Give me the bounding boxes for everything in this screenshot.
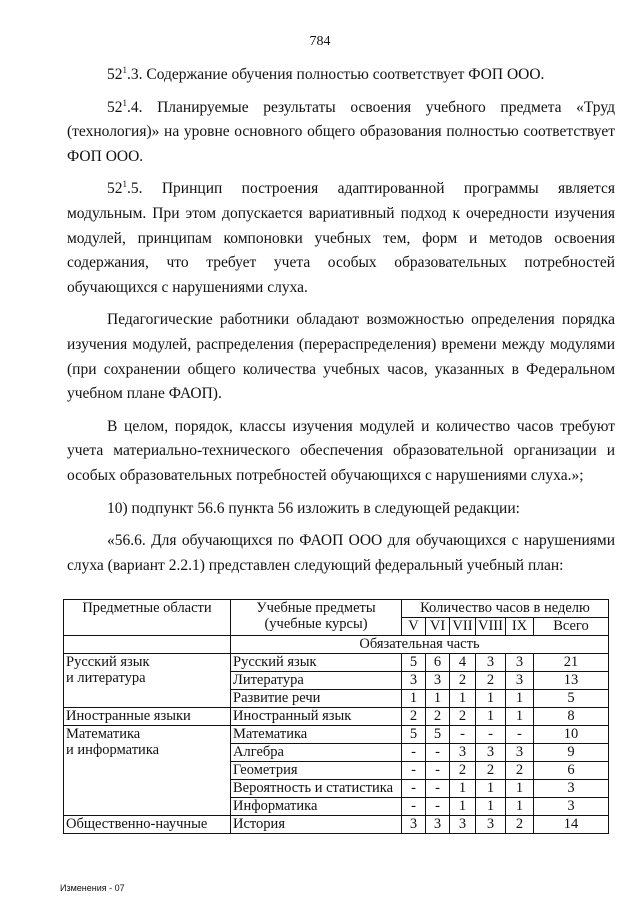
page-number: 784 — [309, 34, 331, 49]
header-total: Всего — [533, 618, 608, 636]
hours-cell: 5 — [402, 654, 426, 672]
subject-cell: Русский язык — [231, 654, 402, 672]
footer-note: Изменения - 07 — [60, 883, 125, 893]
hours-cell: 1 — [476, 708, 506, 726]
hours-cell: - — [426, 744, 450, 762]
hours-cell: 1 — [402, 690, 426, 708]
header-subject-areas: Предметные области — [64, 600, 231, 636]
hours-cell: 1 — [505, 780, 533, 798]
hours-cell: 3 — [476, 654, 506, 672]
hours-cell: 3 — [402, 672, 426, 690]
hours-cell: 3 — [426, 816, 450, 834]
paragraph-52-1-4: $52^1.4$. Планируемые результаты освоения учебного предмета «Труд (технология)» на уровне основного общего образования полностью соответствует ФОП ООО. — [67, 97, 615, 165]
hours-cell: 1 — [450, 690, 476, 708]
hours-cell: 3 — [505, 672, 533, 690]
paragraph-52-1-5: $52^1.5$. Принцип построения адаптированной программы является модульным. При этом допускается вариативный подход к очередности изучения модулей, принципам компоновки учебных тем, форм и методов освоения содержания, что требует учета особых образовательных потребностей обучающихся с нарушениями слуха. — [67, 179, 615, 296]
hours-cell: 3 — [476, 744, 506, 762]
header-grade-9: IX — [505, 618, 533, 636]
hours-cell: 2 — [505, 762, 533, 780]
hours-cell: 1 — [505, 690, 533, 708]
hours-cell: - — [505, 726, 533, 744]
paragraph-subitem-10: 10) подпункт 56.6 пункта 56 изложить в следующей редакции: — [107, 499, 520, 517]
hours-cell: 3 — [402, 816, 426, 834]
hours-cell: 5 — [426, 726, 450, 744]
hours-cell: 3 — [505, 654, 533, 672]
hours-cell: 1 — [476, 690, 506, 708]
subject-area-cell: Общественно-научные — [64, 816, 231, 834]
hours-cell: 1 — [505, 708, 533, 726]
subject-area-cell: Русский язык и литература — [64, 654, 231, 708]
subject-cell: Вероятность и статистика — [231, 780, 402, 798]
hours-cell: - — [450, 726, 476, 744]
hours-cell: 5 — [402, 726, 426, 744]
hours-cell: 2 — [450, 762, 476, 780]
hours-cell: 3 — [426, 672, 450, 690]
hours-cell: - — [426, 762, 450, 780]
hours-cell: - — [476, 726, 506, 744]
hours-cell: 2 — [426, 708, 450, 726]
hours-cell: 1 — [505, 798, 533, 816]
header-grade-5: V — [402, 618, 426, 636]
subject-area-cell: Математика и информатика — [64, 726, 231, 816]
hours-cell: 3 — [476, 816, 506, 834]
table-row — [64, 816, 609, 834]
subject-cell: История — [231, 816, 402, 834]
total-cell: 21 — [533, 654, 608, 672]
paragraph-teachers: Педагогические работники обладают возможностью определения порядка изучения модулей, распределения (перераспределения) времени между модулями (при сохранении общего количества учебных часов, указанных в Федеральном учебном плане ФАОП). — [67, 311, 615, 403]
curriculum-table — [63, 599, 609, 834]
section-mandatory: Обязательная часть — [231, 636, 609, 654]
body-text — [67, 63, 615, 586]
hours-cell: 3 — [450, 744, 476, 762]
hours-cell: - — [426, 798, 450, 816]
total-cell: 9 — [533, 744, 608, 762]
subject-cell: Литература — [231, 672, 402, 690]
hours-cell: 1 — [450, 780, 476, 798]
subject-cell: Алгебра — [231, 744, 402, 762]
subject-area-cell: Иностранные языки — [64, 708, 231, 726]
hours-cell: 4 — [450, 654, 476, 672]
total-cell: 3 — [533, 780, 608, 798]
total-cell: 8 — [533, 708, 608, 726]
hours-cell: 2 — [402, 708, 426, 726]
hours-cell: 6 — [426, 654, 450, 672]
total-cell: 3 — [533, 798, 608, 816]
hours-cell: 1 — [476, 780, 506, 798]
subject-cell: Иностранный язык — [231, 708, 402, 726]
hours-cell: 1 — [476, 798, 506, 816]
table-row — [64, 708, 609, 726]
paragraph-52-1-3: $52^1.3$. Содержание обучения полностью соответствует ФОП ООО. — [107, 64, 545, 83]
subject-cell: Математика — [231, 726, 402, 744]
hours-cell: 2 — [450, 708, 476, 726]
paragraph-56-6: «56.6. Для обучающихся по ФАОП ООО для обучающихся с нарушениями слуха (вариант 2.2.1) представлен следующий федеральный учебный план: — [67, 532, 615, 574]
hours-cell: - — [402, 744, 426, 762]
paragraph-general: В целом, порядок, классы изучения модулей и количество часов требуют учета материально-технического обеспечения образовательной организации и особых образовательных потребностей обучающихся с нарушениями слуха.»; — [67, 417, 615, 484]
hours-cell: 2 — [476, 762, 506, 780]
hours-cell: - — [402, 762, 426, 780]
hours-cell: 2 — [505, 816, 533, 834]
hours-cell: 1 — [450, 798, 476, 816]
total-cell: 10 — [533, 726, 608, 744]
total-cell: 13 — [533, 672, 608, 690]
hours-cell: 1 — [426, 690, 450, 708]
total-cell: 6 — [533, 762, 608, 780]
header-grade-8: VIII — [476, 618, 506, 636]
hours-cell: - — [402, 780, 426, 798]
hours-cell: 3 — [450, 816, 476, 834]
hours-cell: - — [402, 798, 426, 816]
hours-cell: 2 — [476, 672, 506, 690]
subject-cell: Информатика — [231, 798, 402, 816]
header-grade-7: VII — [450, 618, 476, 636]
table-row — [64, 654, 609, 672]
hours-cell: 2 — [450, 672, 476, 690]
hours-cell: - — [426, 780, 450, 798]
subject-cell: Геометрия — [231, 762, 402, 780]
header-subjects: Учебные предметы (учебные курсы) — [231, 600, 402, 636]
subject-cell: Развитие речи — [231, 690, 402, 708]
table-row — [64, 726, 609, 744]
header-grade-6: VI — [426, 618, 450, 636]
header-hours-per-week: Количество часов в неделю — [402, 600, 609, 618]
hours-cell: 3 — [505, 744, 533, 762]
total-cell: 14 — [533, 816, 608, 834]
total-cell: 5 — [533, 690, 608, 708]
